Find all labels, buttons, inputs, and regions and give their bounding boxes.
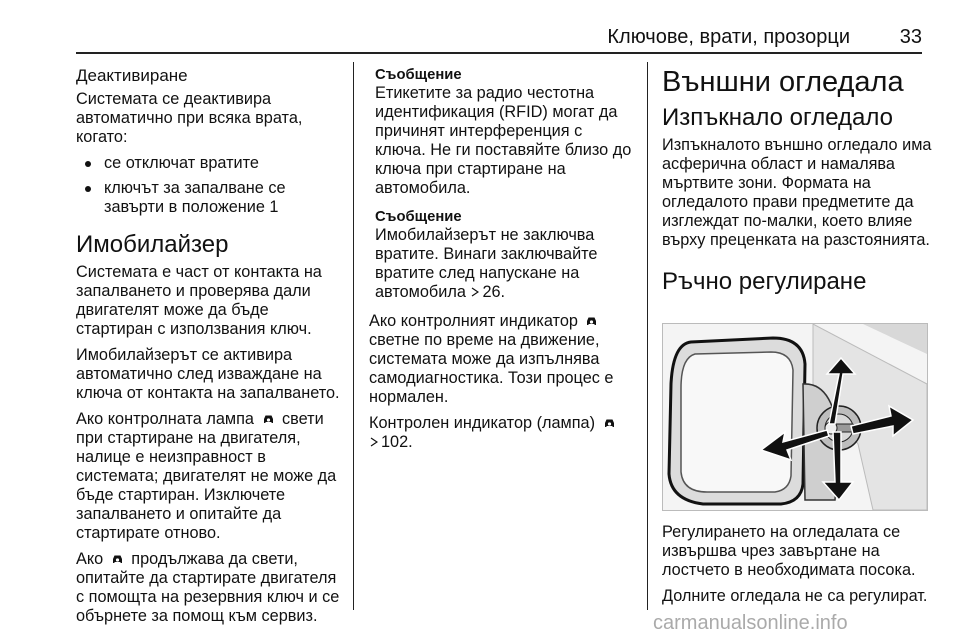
page-reference-icon [471, 287, 479, 297]
page-number: 33 [899, 26, 922, 48]
column-middle [369, 66, 631, 459]
column-right [662, 66, 930, 314]
list-item: се отключат вратите [76, 154, 348, 173]
paragraph: Контролен индикатор (лампа) 102. [369, 414, 631, 452]
note-immobilizer: Съобщение Имобилайзерът не заключва вратите. Винаги заключвайте вратите след напускане на автомобила 26. [369, 208, 631, 302]
watermark: carmanualsonline.info [653, 612, 848, 634]
list-item: ключът за запалване се завърти в положение 1 [76, 179, 348, 217]
paragraph: Долните огледала не са регулират. [662, 587, 928, 605]
column-left [76, 66, 348, 633]
section-title-deactivation: Деактивиране [76, 66, 188, 85]
page-reference-icon [370, 437, 378, 447]
page-reference-link[interactable]: 102. [381, 433, 413, 451]
paragraph: Системата се деактивира автоматично при всяка врата, когато: [76, 90, 303, 146]
mirror-adjustment-illustration [662, 323, 928, 511]
paragraph: Изпъкналото външно огледало има асферична област и намалява мъртвите зони. Формата на огледалото прави предметите да изглеждат по-малки, което влияе върху преценката на разстоянията. [662, 136, 932, 249]
bullet-icon [85, 186, 91, 192]
section-title-convex-mirror: Изпъкнало огледало [662, 104, 894, 131]
mirror-illustration-svg [663, 324, 927, 510]
car-key-lamp-icon [262, 413, 275, 425]
note-title: Съобщение [375, 209, 462, 225]
column-divider [353, 62, 354, 610]
paragraph: Системата е част от контакта на запалването и проверява дали двигателят може да бъде стартиран с използвания ключ. [76, 263, 322, 338]
bullet-list [76, 154, 348, 217]
note-title: Съобщение [375, 67, 462, 83]
note-rfid: Съобщение Етикетите за радио честотна идентификация (RFID) могат да причинят интерференция с ключа. Не ги поставяйте близо до ключа при стартиране на автомобила. [375, 67, 632, 197]
bullet-icon [85, 161, 91, 167]
column-divider [647, 62, 648, 610]
section-title-immobilizer: Имобилайзер [76, 231, 229, 258]
paragraph: Ако продължава да свети, опитайте да стартирате двигателя с помощта на резервния ключ и се обърнете за помощ към сервиз. [76, 550, 340, 625]
section-title-manual-adjustment: Ръчно регулиране [662, 268, 867, 295]
paragraph: Ако контролната лампа свети при стартиране на двигателя, налице е неизправност в системата; двигателят не може да бъде стартиран. Изключете запалването и опитайте да стартирате отново. [76, 410, 337, 542]
header-rule [76, 52, 922, 54]
page-header [0, 22, 960, 54]
car-key-lamp-icon [111, 553, 124, 565]
paragraph: Регулирането на огледалата се извършва чрез завъртане на лостчето в необходимата посока. [662, 523, 916, 579]
car-key-lamp-icon [603, 417, 616, 429]
figure-caption [662, 523, 927, 613]
page-reference-link[interactable]: 26. [482, 283, 506, 301]
section-title-exterior-mirrors: Външни огледала [662, 66, 904, 98]
page-title: Ключове, врати, прозорци [607, 26, 850, 48]
car-key-lamp-icon [585, 315, 598, 327]
paragraph: Ако контролният индикатор светне по време на движение, системата може да изпълнява самодиагностика. Този процес е нормален. [369, 312, 614, 406]
paragraph: Имобилайзерът се активира автоматично след изваждане на ключа от контакта на запалването. [76, 346, 340, 402]
